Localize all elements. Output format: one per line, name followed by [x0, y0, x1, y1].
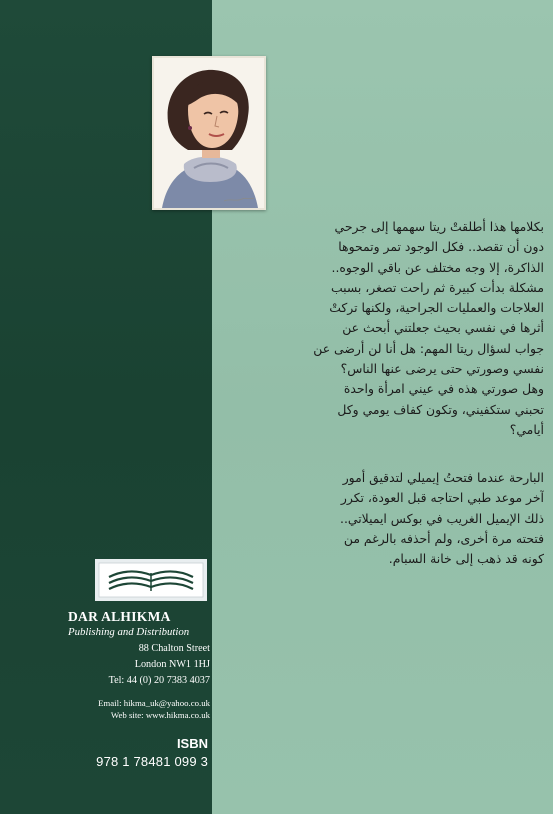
publisher-tagline: Publishing and Distribution	[68, 626, 190, 638]
blurb-line: مشكلة بدأت كبيرة ثم راحت تصغر، بسبب	[330, 279, 544, 295]
blurb-line: دون أن تقصد.. فكل الوجود تمر وتمحوها	[338, 239, 544, 255]
publisher-email: Email: hikma_uk@yahoo.co.uk	[98, 698, 210, 708]
blurb-line: فتحته مرة أخرى، ولم أحذفه بالرغم من	[343, 530, 544, 546]
isbn-label: ISBN	[176, 736, 208, 751]
blurb-line: تحبني ستكفيني، وتكون كفاف يومي وكل	[337, 401, 544, 417]
blurb-line: وهل صورتي هذه في عيني امرأة واحدة	[343, 381, 544, 397]
blurb-line: بكلامها هذا أطلقتْ ريتا سهمها إلى جرحي	[334, 219, 544, 234]
blurb-line: نفسي وصورتي حتى يرضى عنها الناس؟	[340, 361, 544, 377]
portrait-illustration	[154, 58, 264, 208]
publisher-city: London NW1 1HJ	[134, 659, 210, 670]
publisher-tel: Tel: 44 (0) 20 7383 4037	[108, 675, 210, 686]
blurb-line: الذاكرة، إلا وجه مختلف عن باقي الوجوه..	[331, 259, 544, 275]
blurb-line: كونه قد ذهب إلى خانة السبام.	[388, 551, 544, 567]
publisher-book-logo-icon	[95, 559, 207, 601]
publisher-website: Web site: www.hikma.co.uk	[110, 710, 210, 720]
isbn-number: 978 1 78481 099 3	[96, 754, 208, 769]
blurb-line: ذلك الإيميل الغريب في بوكس ايميلاتي..	[340, 510, 544, 526]
publisher-name: DAR ALHIKMA	[68, 609, 171, 624]
blurb-paragraph-2	[218, 468, 544, 569]
author-portrait	[152, 56, 266, 210]
publisher-street: 88 Chalton Street	[138, 643, 210, 654]
blurb-line: آخر موعد طبي احتاجه قبل العودة، تكرر	[340, 490, 544, 506]
blurb-paragraph-1	[218, 217, 544, 440]
blurb-line: جواب لسؤال ريتا المهم: هل أنا لن أرضى عن	[313, 340, 544, 356]
blurb-line: أثرها في نفسي بحيث جعلتني أبحث عن	[342, 320, 544, 336]
blurb-line: العلاجات والعمليات الجراحية، ولكنها تركتْ	[329, 300, 544, 316]
blurb-line: البارحة عندما فتحتُ إيميلي لتدقيق أمور	[342, 470, 544, 485]
blurb-line: أيامي؟	[509, 421, 544, 437]
